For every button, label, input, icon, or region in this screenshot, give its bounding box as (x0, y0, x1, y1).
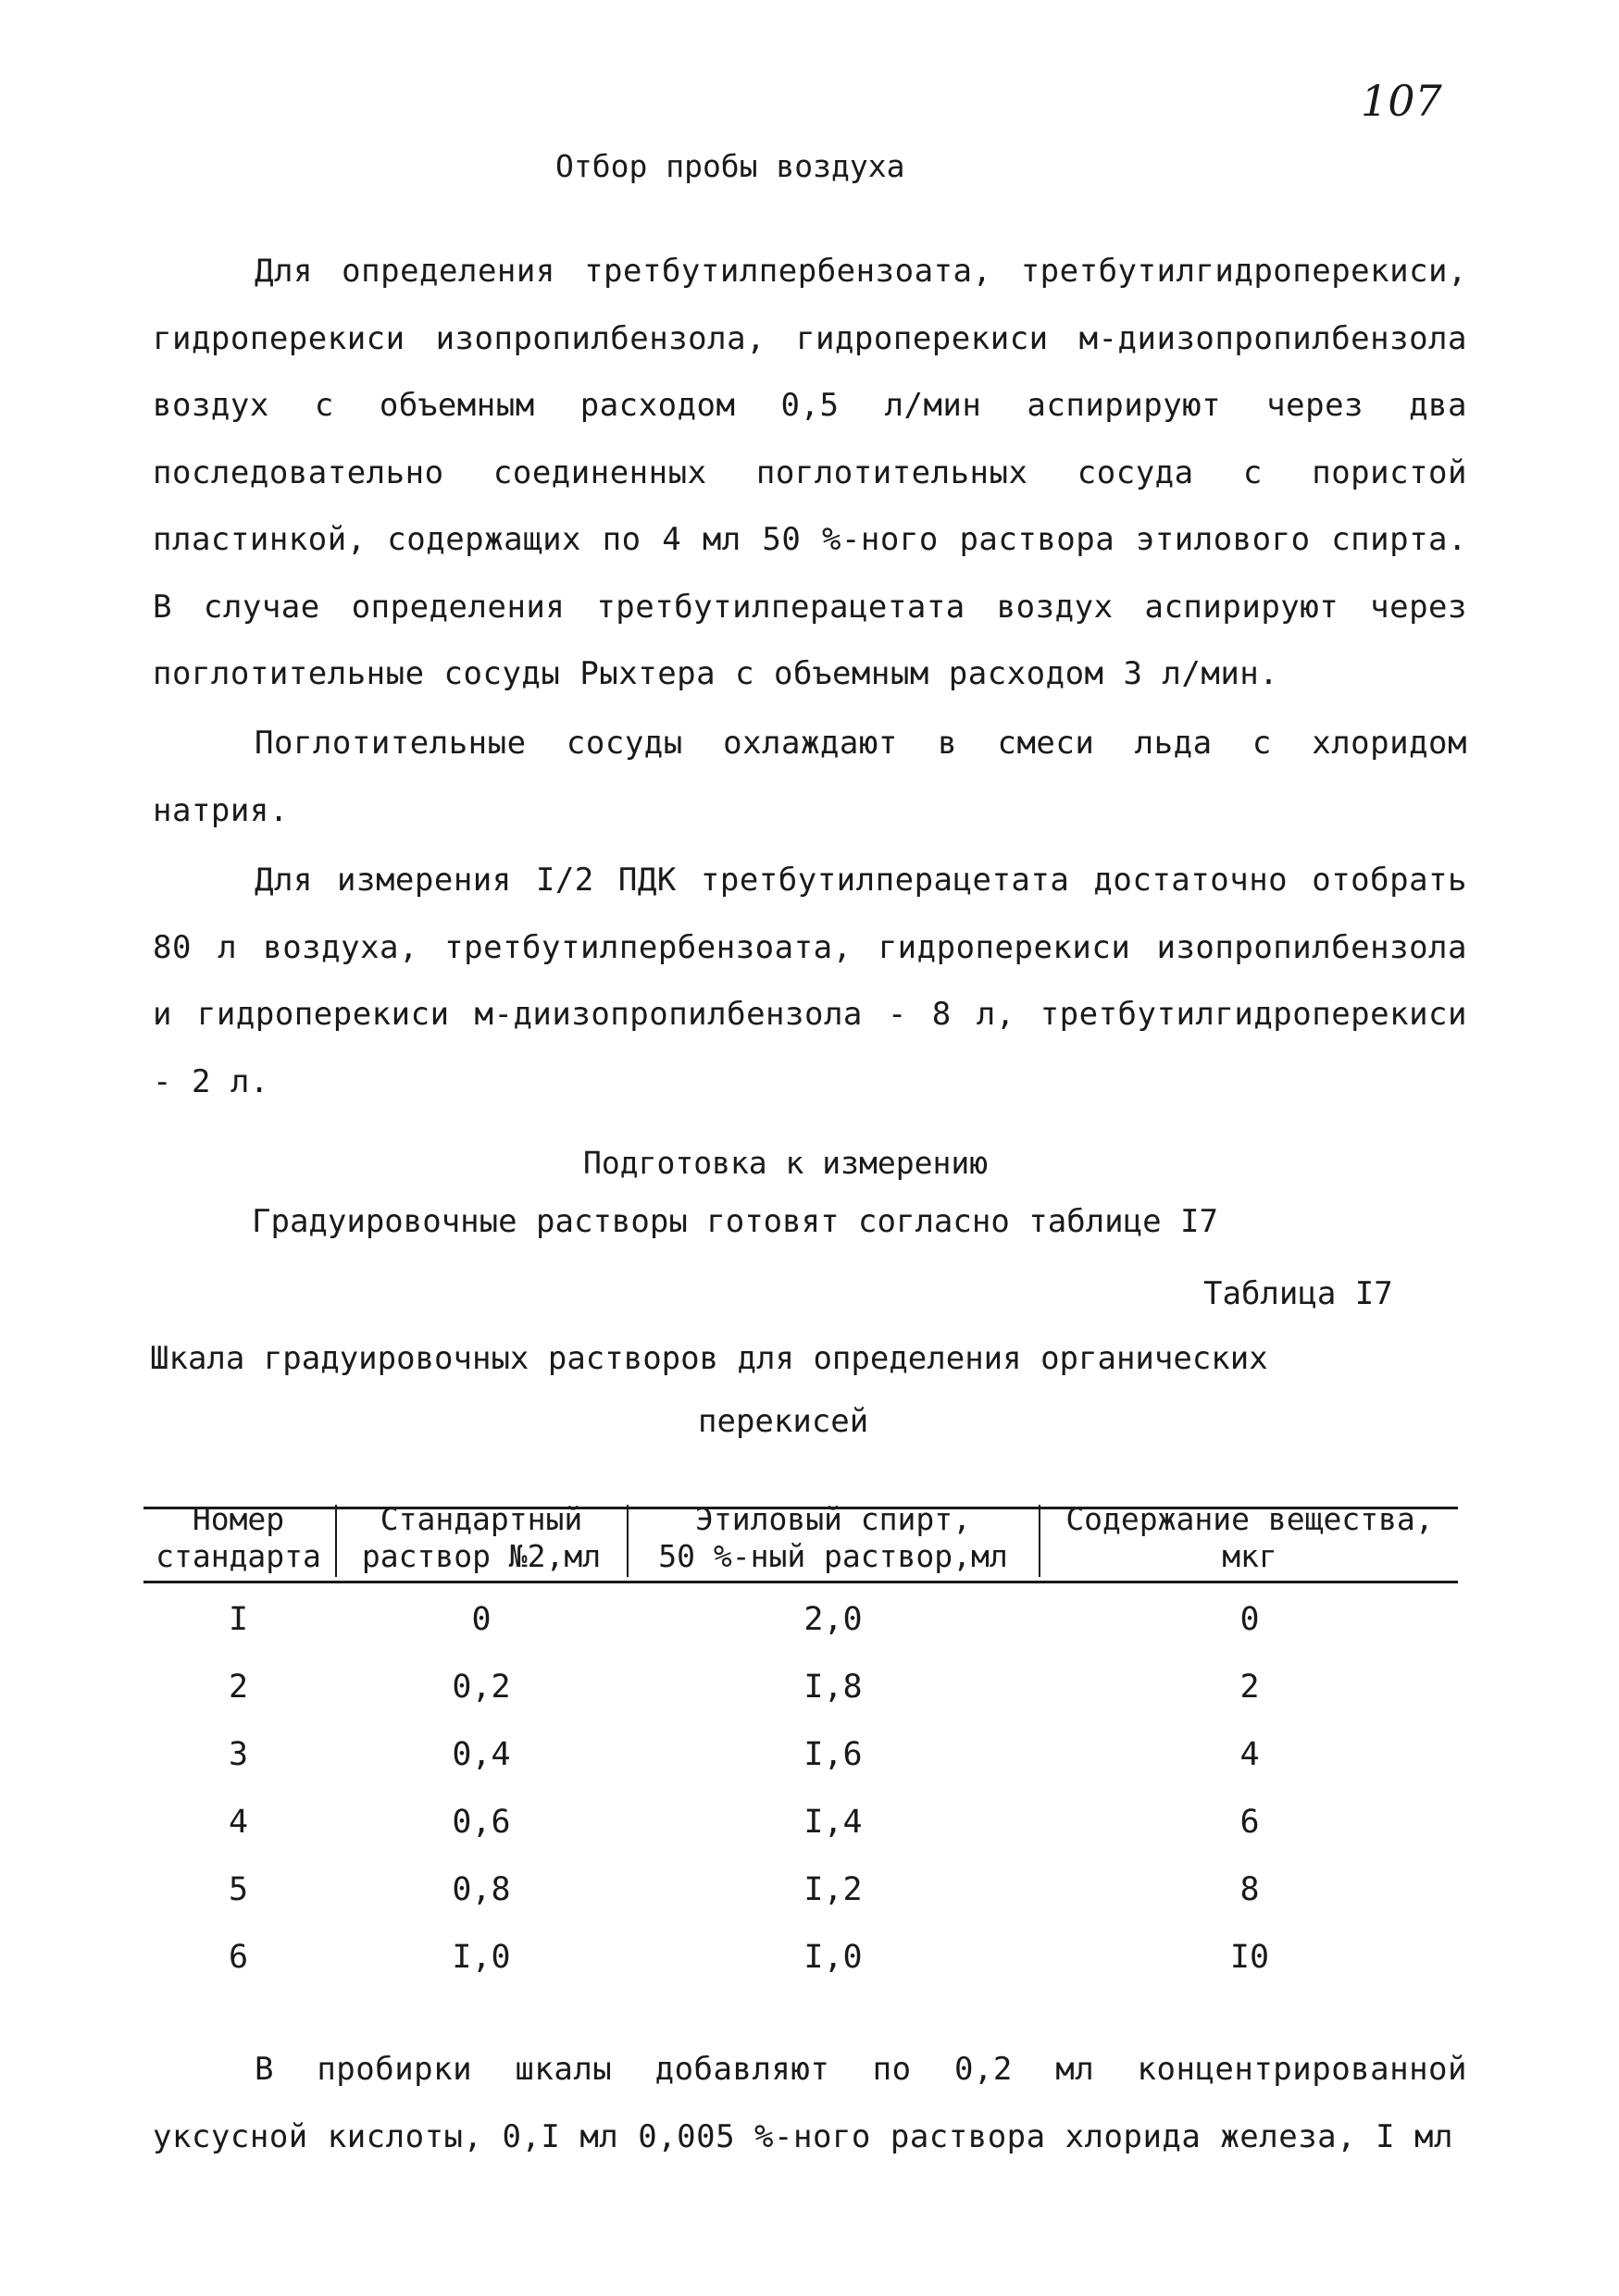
column-divider (1039, 1505, 1040, 1577)
table-cell: 3 (228, 1736, 249, 1773)
column-header-standard-number (143, 1501, 333, 1575)
table-cell: 6 (228, 1939, 249, 1976)
table-row (143, 1736, 1458, 1804)
table-label: Таблица I7 (1203, 1275, 1393, 1312)
table-cell: I,8 (803, 1669, 863, 1706)
table-cell: 6 (1239, 1804, 1260, 1841)
paragraph-reagents (153, 2036, 1467, 2170)
table-cell: 4 (228, 1804, 249, 1841)
table-row (143, 1601, 1458, 1669)
paragraph-text: Для определения третбутилпербензоата, третбутилгидроперекиси, гидроперекиси изопропилбензола, гидроперекиси м-диизопропилбензола воздух с объемным расходом 0,5 л/мин аспирируют через два последовательно соединенных поглотительных сосуда с пористой пластинкой, содержащих по 4 мл 50 %-ного раствора этилового спирта. В случае определения третбутилперацетата воздух аспирируют через поглотительные сосуды Рыхтера с объемным расходом 3 л/мин. (153, 253, 1467, 692)
table-cell: I (228, 1601, 249, 1638)
column-divider (335, 1505, 337, 1577)
table-row (143, 1804, 1458, 1871)
paragraph-text: Поглотительные сосуды охлаждают в смеси льда с хлоридом натрия. (153, 725, 1467, 829)
header-line: раствор №2,мл (361, 1538, 602, 1574)
table-row (143, 1939, 1458, 2006)
table-cell: 2 (228, 1669, 249, 1706)
page-number: 107 (1361, 76, 1442, 126)
table-cell: 2 (1239, 1669, 1260, 1706)
header-line: Содержание вещества, (1065, 1501, 1434, 1537)
table-cell: 5 (228, 1871, 249, 1908)
table-body (143, 1601, 1458, 2006)
paragraph-volumes (153, 847, 1467, 1115)
table-cell: 0,8 (452, 1871, 511, 1908)
section-heading-air-sampling: Отбор пробы воздуха (555, 148, 905, 184)
table-cell: I,6 (803, 1736, 863, 1773)
header-line: Этиловый спирт, (694, 1501, 971, 1537)
table-cell: I0 (1229, 1939, 1270, 1976)
table-cell: 0 (1239, 1601, 1260, 1638)
table-cell: 2,0 (803, 1601, 863, 1638)
table-cell: 0,6 (452, 1804, 511, 1841)
table-cell: I,4 (803, 1804, 863, 1841)
table-caption: Шкала градуировочных растворов для определения органических (150, 1340, 1268, 1377)
table-header-rule (143, 1581, 1458, 1583)
table-cell: I,0 (452, 1939, 511, 1976)
paragraph-cooling (153, 710, 1467, 844)
graduation-text: Градуировочные растворы готовят согласно таблице I7 (252, 1203, 1218, 1240)
header-line: Номер (192, 1501, 285, 1537)
header-line: Стандартный (380, 1501, 583, 1537)
table-cell: 0,2 (452, 1669, 511, 1706)
section-heading-preparation: Подготовка к измерению (583, 1145, 989, 1181)
paragraph-sampling (153, 238, 1467, 708)
table-cell: I,2 (803, 1871, 863, 1908)
header-line: стандарта (156, 1538, 321, 1574)
table-cell: 0 (471, 1601, 492, 1638)
table-cell: 8 (1239, 1871, 1260, 1908)
table-caption-continued: перекисей (698, 1403, 869, 1440)
column-header-standard-solution (338, 1501, 625, 1575)
table-cell: 0,4 (452, 1736, 511, 1773)
column-divider (627, 1505, 629, 1577)
paragraph-text: Для измерения I/2 ПДК третбутилперацетата достаточно отобрать 80 л воздуха, третбутилпербензоата, гидроперекиси изопропилбензола и гидроперекиси м-диизопропилбензола - 8 л, третбутилгидроперекиси - 2 л. (153, 862, 1467, 1100)
column-header-content (1041, 1501, 1458, 1575)
table-row (143, 1871, 1458, 1939)
table-cell: I,0 (803, 1939, 863, 1976)
paragraph-text: В пробирки шкалы добавляют по 0,2 мл концентрированной уксусной кислоты, 0,I мл 0,005 %-ного раствора хлорида железа, I мл (153, 2051, 1467, 2155)
table-cell: 4 (1239, 1736, 1260, 1773)
table-row (143, 1669, 1458, 1736)
column-header-ethanol (629, 1501, 1037, 1575)
header-line: мкг (1222, 1538, 1277, 1574)
header-line: 50 %-ный раствор,мл (658, 1538, 1008, 1574)
